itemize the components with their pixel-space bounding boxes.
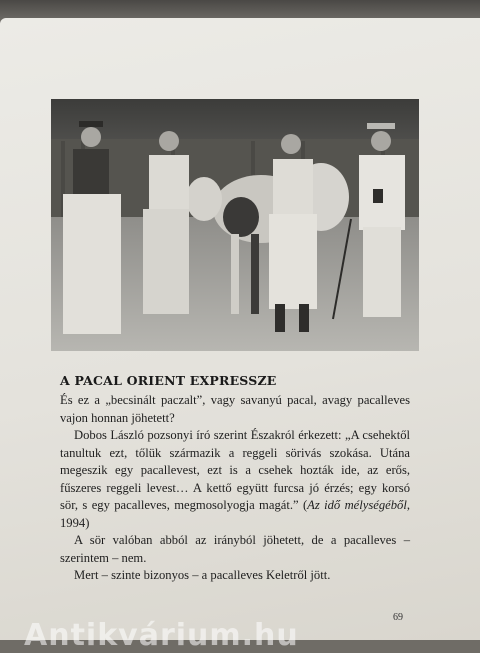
paragraph-2 — [60, 427, 410, 532]
section-heading: A PACAL ORIENT EXPRESSZE — [60, 373, 277, 388]
historic-photograph — [51, 99, 419, 351]
source-title: Az idő mélységéből — [307, 498, 407, 512]
watermark: Antikvárium.hu — [24, 618, 299, 653]
paragraph-3: A sör valóban abból az irányból jöhetett, de a pacalleves – szerintem – nem. — [60, 533, 410, 565]
article-body — [60, 392, 410, 585]
page-number: 69 — [393, 612, 403, 623]
photograph-image — [51, 99, 419, 351]
paragraph-2-main: Dobos László pozsonyi író szerint Északról érkezett: „A csehektől tanultuk ezt, tőlük származik a reggeli sörivás szokása. Utána megeszik egy pacallevest, ezt is a csehek hozták ide, az erős, fűszeres reggeli levest… A kettő együtt furcsa jó érzés; egy korsó sör, s egy pacalleves, megmosolyogja magát.” ( — [60, 428, 410, 512]
paragraph-1: És ez a „becsinált paczalt”, vagy savanyú pacal, avagy pacalleves vajon honnan jöhetett? — [60, 393, 410, 425]
paragraph-4: Mert – szinte bizonyos – a pacalleves Keletről jött. — [74, 568, 331, 582]
paragraph-2-end: , 1994) — [60, 498, 410, 530]
